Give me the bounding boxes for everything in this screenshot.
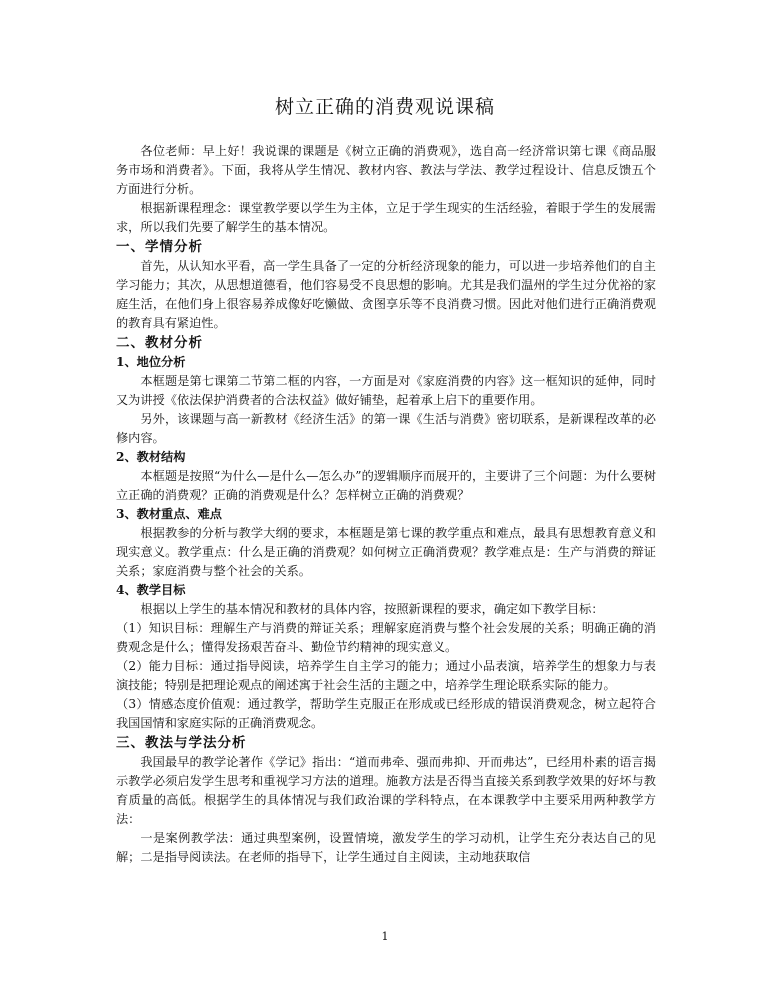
paragraph: 另外，该课题与高一新教材《经济生活》的第一课《生活与消费》密切联系，是新课程改革的必修内容。 — [116, 412, 656, 445]
paragraph: 根据新课程理念：课堂教学要以学生为主体，立足于学生现实的生活经验，着眼于学生的发展需求，所以我们先要了解学生的基本情况。 — [116, 201, 656, 234]
paragraph: 一是案例教学法：通过典型案例，设置情境，激发学生的学习动机，让学生充分表达自己的见解；二是指导阅读法。在老师的指导下，让学生通过自主阅读，主动地获取信 — [116, 831, 656, 864]
subsection-heading: 2、教材结构 — [116, 450, 186, 464]
objective-item: （2）能力目标：通过指导阅读，培养学生自主学习的能力；通过小品表演，培养学生的想象力与表演技能；特别是把理论观点的阐述寓于社会生活的主题之中，培养学生理论联系实际的能力。 — [116, 659, 656, 692]
document-title: 树立正确的消费观说课稿 — [274, 96, 495, 118]
subsection-heading: 1、地位分析 — [116, 355, 186, 369]
paragraph: 我国最早的教学论著作《学记》指出：“道而弗牵、强而弗抑、开而弗达”，已经用朴素的语言揭示教学必须启发学生思考和重视学习方法的道理。施教方法是否得当直接关系到教学效果的好坏与教育质量的高低。根据学生的具体情况与我们政治课的学科特点，在本课教学中主要采用两种教学方法： — [116, 755, 656, 826]
paragraph: 各位老师：早上好！我说课的课题是《树立正确的消费观》，选自高一经济常识第七课《商品服务市场和消费者》。下面，我将从学生情况、教材内容、教法与学法、教学过程设计、信息反馈五个方面进行分析。 — [116, 144, 656, 196]
paragraph: 根据教参的分析与教学大纲的要求，本框题是第七课的教学重点和难点，最具有思想教育意义和现实意义。教学重点：什么是正确的消费观？如何树立正确消费观？教学难点是：生产与消费的辩证关系；家庭消费与整个社会的关系。 — [116, 526, 656, 578]
objective-item: （3）情感态度价值观：通过教学，帮助学生克服正在形成或已经形成的错误消费观念，树立起符合我国国情和家庭实际的正确消费观念。 — [116, 697, 656, 730]
section-heading: 二、教材分析 — [116, 335, 203, 351]
page-number: 1 — [381, 930, 389, 943]
section-heading: 一、学情分析 — [116, 239, 203, 255]
subsection-heading: 4、教学目标 — [116, 583, 186, 597]
section-heading: 三、教法与学法分析 — [116, 735, 247, 751]
paragraph: 首先，从认知水平看，高一学生具备了一定的分析经济现象的能力，可以进一步培养他们的自主学习能力；其次，从思想道德看，他们容易受不良思想的影响。尤其是我们温州的学生过分优裕的家庭生活，在他们身上很容易养成像好吃懒做、贪图享乐等不良消费习惯。因此对他们进行正确消费观的教育具有紧迫性。 — [116, 259, 656, 330]
paragraph: 本框题是按照“为什么—是什么—怎么办”的逻辑顺序而展开的，主要讲了三个问题：为什么要树立正确的消费观？正确的消费观是什么？怎样树立正确的消费观？ — [116, 469, 656, 502]
document-body — [116, 142, 656, 867]
paragraph: 本框题是第七课第二节第二框的内容，一方面是对《家庭消费的内容》这一框知识的延伸，同时又为讲授《依法保护消费者的合法权益》做好铺垫，起着承上启下的重要作用。 — [116, 374, 656, 407]
subsection-heading: 3、教材重点、难点 — [116, 507, 222, 521]
paragraph: 根据以上学生的基本情况和教材的具体内容，按照新课程的要求，确定如下教学目标： — [140, 602, 604, 616]
objective-item: （1）知识目标：理解生产与消费的辩证关系；理解家庭消费与整个社会发展的关系；明确正确的消费观念是什么；懂得发扬艰苦奋斗、勤俭节约精神的现实意义。 — [116, 621, 656, 654]
